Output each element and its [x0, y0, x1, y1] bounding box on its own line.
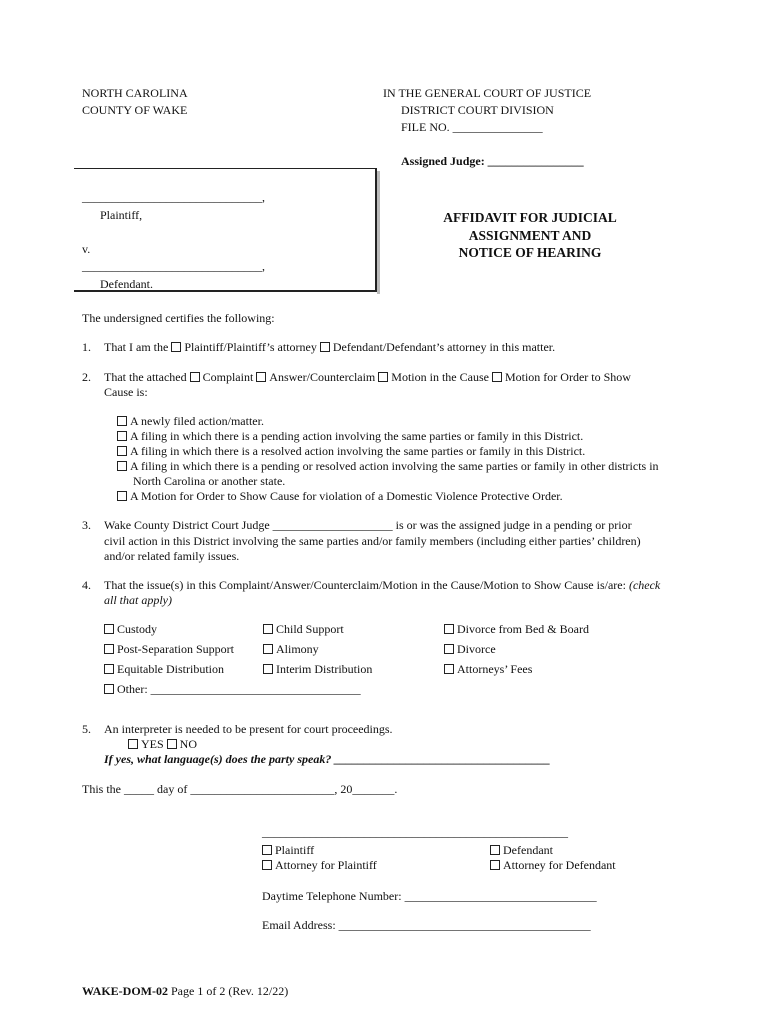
filing-option — [117, 414, 264, 429]
item-2-number: 2. — [82, 370, 91, 384]
item-3-line-3: and/or related family issues. — [104, 549, 240, 563]
item-5-text: An interpreter is needed to be present for court proceedings. — [104, 722, 393, 736]
defendant-label: Defendant. — [100, 277, 153, 291]
signer-option — [490, 858, 616, 873]
custody-label: Custody — [117, 622, 158, 636]
item-1-number: 1. — [82, 340, 91, 354]
item-4-text: That the issue(s) in this Complaint/Answer/Counterclaim/Motion in the Cause/Motion to Show Cause is/are: — [104, 578, 626, 592]
plaintiff-label: Plaintiff, — [100, 208, 143, 222]
page-number: Page 1 of 2 (Rev. 12/22) — [171, 984, 289, 998]
date-line-field[interactable]: This the _____ day of ________________________, 20_______. — [82, 782, 398, 796]
item-2-text: That the attached — [104, 370, 187, 384]
issue-option — [444, 642, 496, 657]
item-3-number: 3. — [82, 518, 91, 532]
form-title-line-3: NOTICE OF HEARING — [458, 245, 602, 261]
other-district-checkbox[interactable] — [117, 461, 127, 471]
post-separation-support-label: Post-Separation Support — [117, 642, 234, 656]
interpreter-yes-checkbox[interactable] — [128, 739, 138, 749]
motion-show-cause-checkbox[interactable] — [492, 372, 502, 382]
interpreter-no-checkbox[interactable] — [167, 739, 177, 749]
issue-option — [104, 622, 157, 637]
interpreter-yes-label: YES — [141, 737, 164, 751]
item-4-number: 4. — [82, 578, 91, 592]
issue-option — [444, 622, 589, 637]
page-footer — [82, 984, 288, 999]
item-3-line-2: civil action in this District involving the same parties and/or family members (including either parties’ children) — [104, 534, 641, 548]
divorce-bed-board-checkbox[interactable] — [444, 624, 454, 634]
child-support-label: Child Support — [276, 622, 344, 636]
state-name: NORTH CAROLINA — [82, 86, 188, 100]
attorneys-fees-checkbox[interactable] — [444, 664, 454, 674]
attorneys-fees-label: Attorneys’ Fees — [457, 662, 533, 676]
item-1 — [104, 340, 555, 355]
divorce-checkbox[interactable] — [444, 644, 454, 654]
plaintiff-name-field[interactable]: ______________________________, — [82, 190, 265, 204]
item-5-number: 5. — [82, 722, 91, 736]
other-issue-field[interactable]: Other: ___________________________________ — [117, 682, 361, 696]
interpreter-options — [128, 737, 197, 752]
form-title-line-1: AFFIDAVIT FOR JUDICIAL — [443, 210, 617, 225]
defendant-attorney-label: Defendant/Defendant’s attorney in this matter. — [332, 340, 556, 354]
item-2 — [104, 370, 631, 385]
alimony-checkbox[interactable] — [263, 644, 273, 654]
dv-show-cause-checkbox[interactable] — [117, 491, 127, 501]
county-name: COUNTY OF WAKE — [82, 103, 188, 117]
plaintiff-attorney-checkbox[interactable] — [171, 342, 181, 352]
motion-show-cause-label: Motion for Order to Show — [504, 370, 631, 384]
item-3-line-1[interactable]: Wake County District Court Judge ____________________ is or was the assigned judge in a pending or prior — [104, 518, 632, 532]
signer-attorney-plaintiff-label: Attorney for Plaintiff — [275, 858, 377, 872]
divorce-bed-board-label: Divorce from Bed & Board — [457, 622, 589, 636]
dv-show-cause-label: A Motion for Order to Show Cause for violation of a Domestic Violence Protective Order. — [130, 489, 563, 503]
pending-action-checkbox[interactable] — [117, 431, 127, 441]
filing-option — [117, 489, 563, 504]
issue-option — [104, 642, 234, 657]
complaint-checkbox[interactable] — [190, 372, 200, 382]
signer-attorney-defendant-checkbox[interactable] — [490, 860, 500, 870]
item-1-text: That I am the — [104, 340, 169, 354]
versus-label: v. — [82, 242, 91, 256]
item-4-instruction: (check — [628, 578, 661, 592]
signer-option — [490, 843, 553, 858]
form-id: WAKE-DOM-02 — [82, 984, 168, 998]
resolved-action-checkbox[interactable] — [117, 446, 127, 456]
plaintiff-attorney-label: Plaintiff/Plaintiff’s attorney — [184, 340, 317, 354]
caption-box-shadow — [377, 171, 380, 294]
pending-action-label: A filing in which there is a pending action involving the same parties or family in this District. — [130, 429, 584, 443]
issue-option — [263, 622, 344, 637]
issue-option — [263, 642, 319, 657]
defendant-name-field[interactable]: ______________________________, — [82, 259, 265, 273]
new-action-label: A newly filed action/matter. — [130, 414, 264, 428]
equitable-distribution-checkbox[interactable] — [104, 664, 114, 674]
item-4-instruction-continued: all that apply) — [104, 593, 172, 607]
other-district-label: A filing in which there is a pending or resolved action involving the same parties or family in other districts in — [130, 459, 659, 473]
signer-plaintiff-label: Plaintiff — [275, 843, 315, 857]
answer-counterclaim-label: Answer/Counterclaim — [269, 370, 376, 384]
signer-option — [262, 858, 377, 873]
signature-line[interactable]: ___________________________________________________ — [262, 825, 568, 839]
new-action-checkbox[interactable] — [117, 416, 127, 426]
defendant-attorney-checkbox[interactable] — [320, 342, 330, 352]
interim-distribution-checkbox[interactable] — [263, 664, 273, 674]
motion-in-cause-label: Motion in the Cause — [391, 370, 489, 384]
signer-defendant-checkbox[interactable] — [490, 845, 500, 855]
form-title-line-2: ASSIGNMENT AND — [468, 227, 592, 243]
resolved-action-label: A filing in which there is a resolved action involving the same parties or family in this District. — [130, 444, 586, 458]
intro-text: The undersigned certifies the following: — [82, 311, 275, 325]
interpreter-no-label: NO — [179, 737, 198, 751]
signer-defendant-label: Defendant — [503, 843, 553, 857]
signer-attorney-defendant-label: Attorney for Defendant — [503, 858, 616, 872]
divorce-label: Divorce — [457, 642, 496, 656]
email-address-field[interactable]: Email Address: __________________________________________ — [262, 918, 591, 932]
other-issue-checkbox[interactable] — [104, 684, 114, 694]
child-support-checkbox[interactable] — [263, 624, 273, 634]
signer-option — [262, 843, 314, 858]
filing-option — [117, 459, 659, 474]
file-number-field[interactable]: FILE NO. _______________ — [401, 120, 543, 134]
court-name: IN THE GENERAL COURT OF JUSTICE — [383, 86, 592, 100]
signer-attorney-plaintiff-checkbox[interactable] — [262, 860, 272, 870]
signer-plaintiff-checkbox[interactable] — [262, 845, 272, 855]
other-district-label-continued: North Carolina or another state. — [133, 474, 286, 488]
filing-option — [117, 429, 583, 444]
custody-checkbox[interactable] — [104, 624, 114, 634]
issue-option — [444, 662, 532, 677]
post-separation-support-checkbox[interactable] — [104, 644, 114, 654]
issue-option — [263, 662, 372, 677]
answer-counterclaim-checkbox[interactable] — [256, 372, 266, 382]
item-4-line-1 — [104, 578, 660, 593]
interim-distribution-label: Interim Distribution — [276, 662, 373, 676]
assigned-judge-field[interactable]: Assigned Judge: ________________ — [401, 154, 584, 168]
item-2-continued: Cause is: — [104, 385, 148, 399]
interpreter-language-field[interactable]: If yes, what language(s) does the party speak? ____________________________________ — [104, 752, 551, 766]
filing-option — [117, 444, 585, 459]
form-title — [400, 209, 660, 262]
alimony-label: Alimony — [276, 642, 319, 656]
issue-option — [104, 662, 224, 677]
issue-option — [104, 682, 361, 697]
complaint-label: Complaint — [202, 370, 254, 384]
equitable-distribution-label: Equitable Distribution — [117, 662, 224, 676]
motion-in-cause-checkbox[interactable] — [378, 372, 388, 382]
court-division: DISTRICT COURT DIVISION — [401, 103, 554, 117]
phone-number-field[interactable]: Daytime Telephone Number: ________________________________ — [262, 889, 597, 903]
